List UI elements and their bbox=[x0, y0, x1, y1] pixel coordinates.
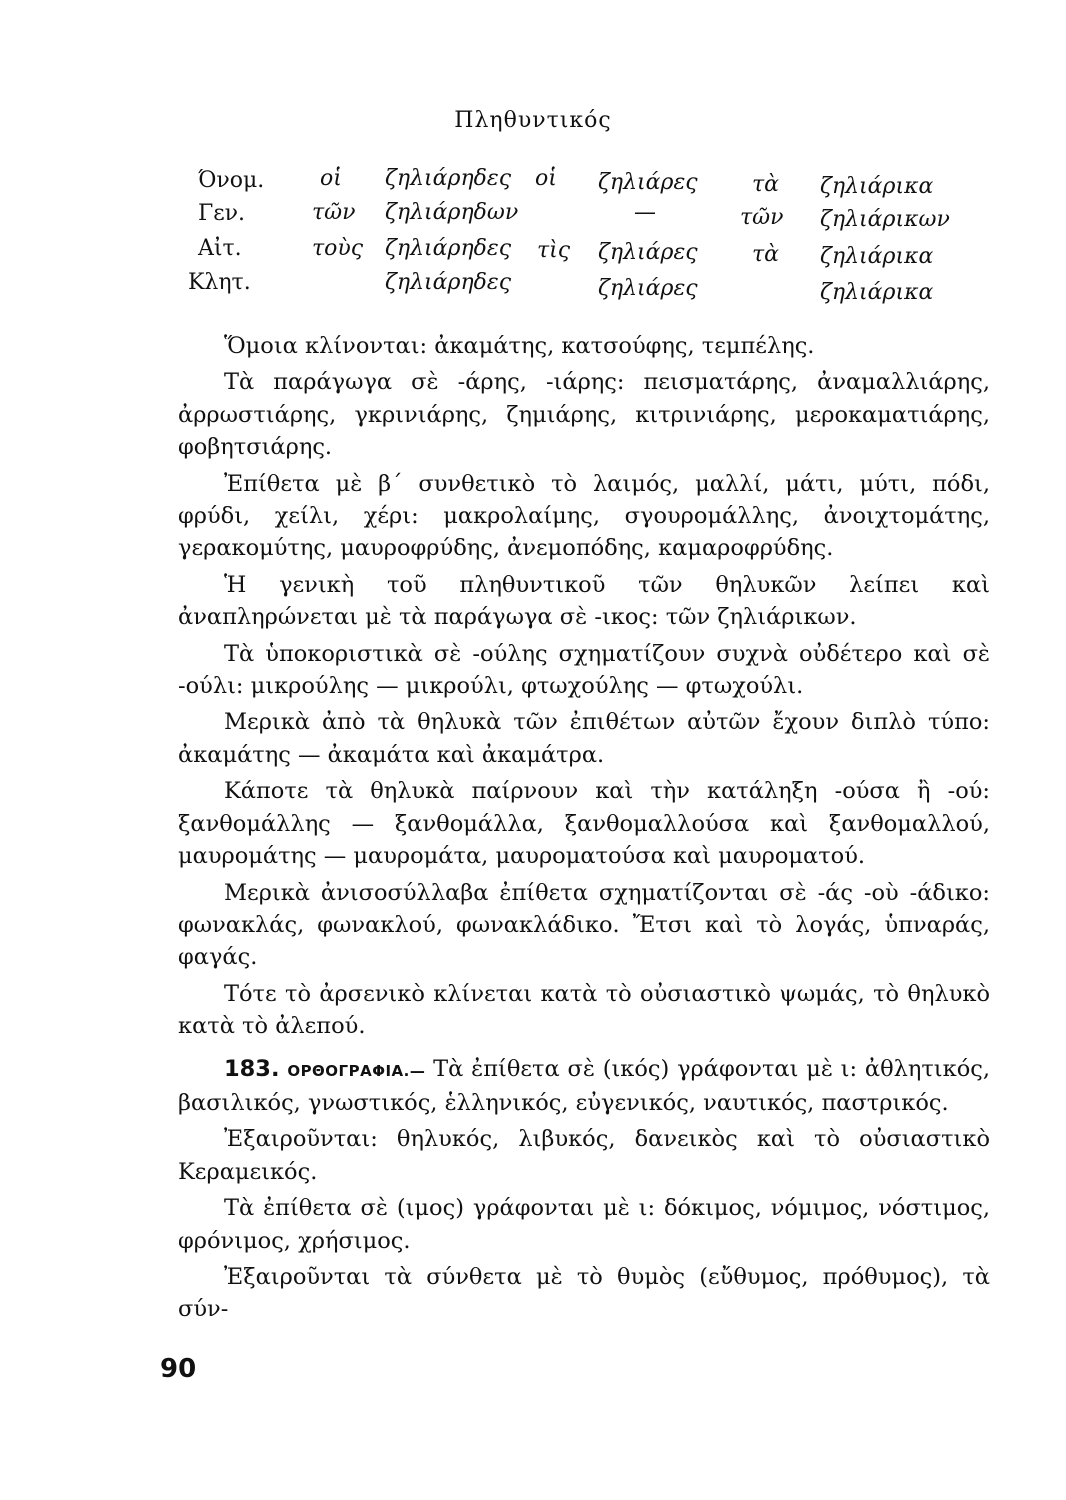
page-number: 90 bbox=[160, 1354, 197, 1384]
paragraph: Ἐξαιροῦνται: θηλυκός, λιβυκός, δανεικὸς καὶ τὸ οὐσιαστικὸ Κεραμεικός. bbox=[178, 1126, 990, 1185]
paragraph: Τὰ ἐπίθετα σὲ (ιμος) γράφονται μὲ ι: δόκιμος, νόμιμος, νόστιμος, φρόνιμος, χρήσιμος. bbox=[178, 1195, 990, 1254]
form-neuter: ζηλιάρικα bbox=[820, 174, 934, 199]
paragraph: Τὰ ὑποκοριστικὰ σὲ -ούλης σχηματίζουν συχνὰ οὐδέτερο καὶ σὲ -ούλι: μικρούλης — μικρούλι, φτωχούλης — φτωχούλι. bbox=[178, 640, 990, 700]
paragraph: Τὰ παράγωγα σὲ -άρης, -ιάρης: πεισματάρης, ἀναμαλλιάρης, ἀρρωστιάρης, γκρινιάρης, ζημιάρης, κιτρινιάρης, μεροκαματιάρης, φοβητσιάρης. bbox=[178, 369, 990, 461]
declension-table bbox=[0, 0, 1066, 320]
form-masculine: ζηλιάρηδες bbox=[385, 166, 512, 191]
paragraph: Μερικὰ ἀνισοσύλλαβα ἐπίθετα σχηματίζονται σὲ -άς -οὺ -άδικο: φωνακλάς, φωνακλού, φωνακλάδικο. Ἔτσι καὶ τὸ λογάς, ὑπναράς, φαγάς. bbox=[178, 879, 990, 971]
form-masculine: ζηλιάρηδες bbox=[385, 270, 512, 295]
form-feminine: ζηλιάρες bbox=[598, 276, 698, 301]
article-neuter: τῶν bbox=[740, 205, 784, 230]
article-masculine: οἱ bbox=[320, 166, 342, 191]
article-masculine: τῶν bbox=[312, 200, 356, 225]
body-text bbox=[178, 330, 990, 1330]
form-neuter: ζηλιάρικων bbox=[820, 207, 950, 232]
section-text: Τὰ ἐπίθετα σὲ (ικός) γράφονται μὲ ι: ἀθλητικός, βασιλικός, γνωστικός, ἑλληνικός, εὐγενικός, ναυτικός, παστρικός. bbox=[178, 1055, 990, 1116]
section-title: ΟΡΘΟΓΡΑΦΙΑ.— bbox=[287, 1061, 426, 1080]
paragraph: Μερικὰ ἀπὸ τὰ θηλυκὰ τῶν ἐπιθέτων αὐτῶν ἔχουν διπλὸ τύπο: ἀκαμάτης — ἀκαμάτα καὶ ἀκαμάτρα. bbox=[178, 709, 990, 768]
article-neuter: τὰ bbox=[752, 172, 780, 197]
case-label: Αἰτ. bbox=[198, 236, 242, 261]
paragraph: Ἡ γενικὴ τοῦ πληθυντικοῦ τῶν θηλυκῶν λείπει καὶ ἀναπληρώνεται μὲ τὰ παράγωγα σὲ -ικος: τῶν ζηλιάρικων. bbox=[178, 571, 990, 631]
paragraph: Ἐξαιροῦνται τὰ σύνθετα μὲ τὸ θυμὸς (εὔθυμος, πρόθυμος), τὰ σύν- bbox=[178, 1263, 990, 1323]
section-183 bbox=[178, 1053, 990, 1120]
case-label: Γεν. bbox=[198, 201, 246, 226]
plural-heading: Πληθυντικός bbox=[454, 108, 612, 133]
section-number: 183. bbox=[224, 1055, 280, 1082]
article-neuter: τὰ bbox=[752, 242, 780, 267]
form-feminine: — bbox=[634, 200, 656, 225]
form-masculine: ζηλιάρηδες bbox=[385, 236, 512, 261]
form-neuter: ζηλιάρικα bbox=[820, 244, 934, 269]
form-neuter: ζηλιάρικα bbox=[820, 280, 934, 305]
form-feminine: ζηλιάρες bbox=[598, 170, 698, 195]
paragraph: Ἐπίθετα μὲ β΄ συνθετικὸ τὸ λαιμός, μαλλί, μάτι, μύτι, πόδι, φρύδι, χείλι, χέρι: μακρολαίμης, σγουρομάλλης, ἀνοιχτομάτης, γερακομύτης, μαυροφρύδης, ἀνεμοπόδης, καμαροφρύδης. bbox=[178, 470, 990, 562]
article-feminine: οἱ bbox=[535, 166, 557, 191]
paragraph: Ὅμοια κλίνονται: ἀκαμάτης, κατσούφης, τεμπέλης. bbox=[224, 333, 815, 359]
article-feminine: τὶς bbox=[537, 238, 571, 263]
case-label: Όνομ. bbox=[198, 168, 265, 193]
article-masculine: τοὺς bbox=[312, 236, 364, 261]
form-masculine: ζηλιάρηδων bbox=[385, 200, 519, 225]
paragraph: Τότε τὸ ἀρσενικὸ κλίνεται κατὰ τὸ οὐσιαστικὸ ψωμάς, τὸ θηλυκὸ κατὰ τὸ ἀλεπού. bbox=[178, 980, 990, 1040]
paragraph: Κάποτε τὰ θηλυκὰ παίρνουν καὶ τὴν κατάληξη -ούσα ἢ -ού: ξανθομάλλης — ξανθομάλλα, ξανθομαλλούσα καὶ ξανθομαλλού, μαυρομάτης — μαυρομάτα, μαυροματούσα καὶ μαυροματού. bbox=[178, 778, 990, 870]
case-label: Κλητ. bbox=[188, 270, 251, 295]
form-feminine: ζηλιάρες bbox=[598, 240, 698, 265]
